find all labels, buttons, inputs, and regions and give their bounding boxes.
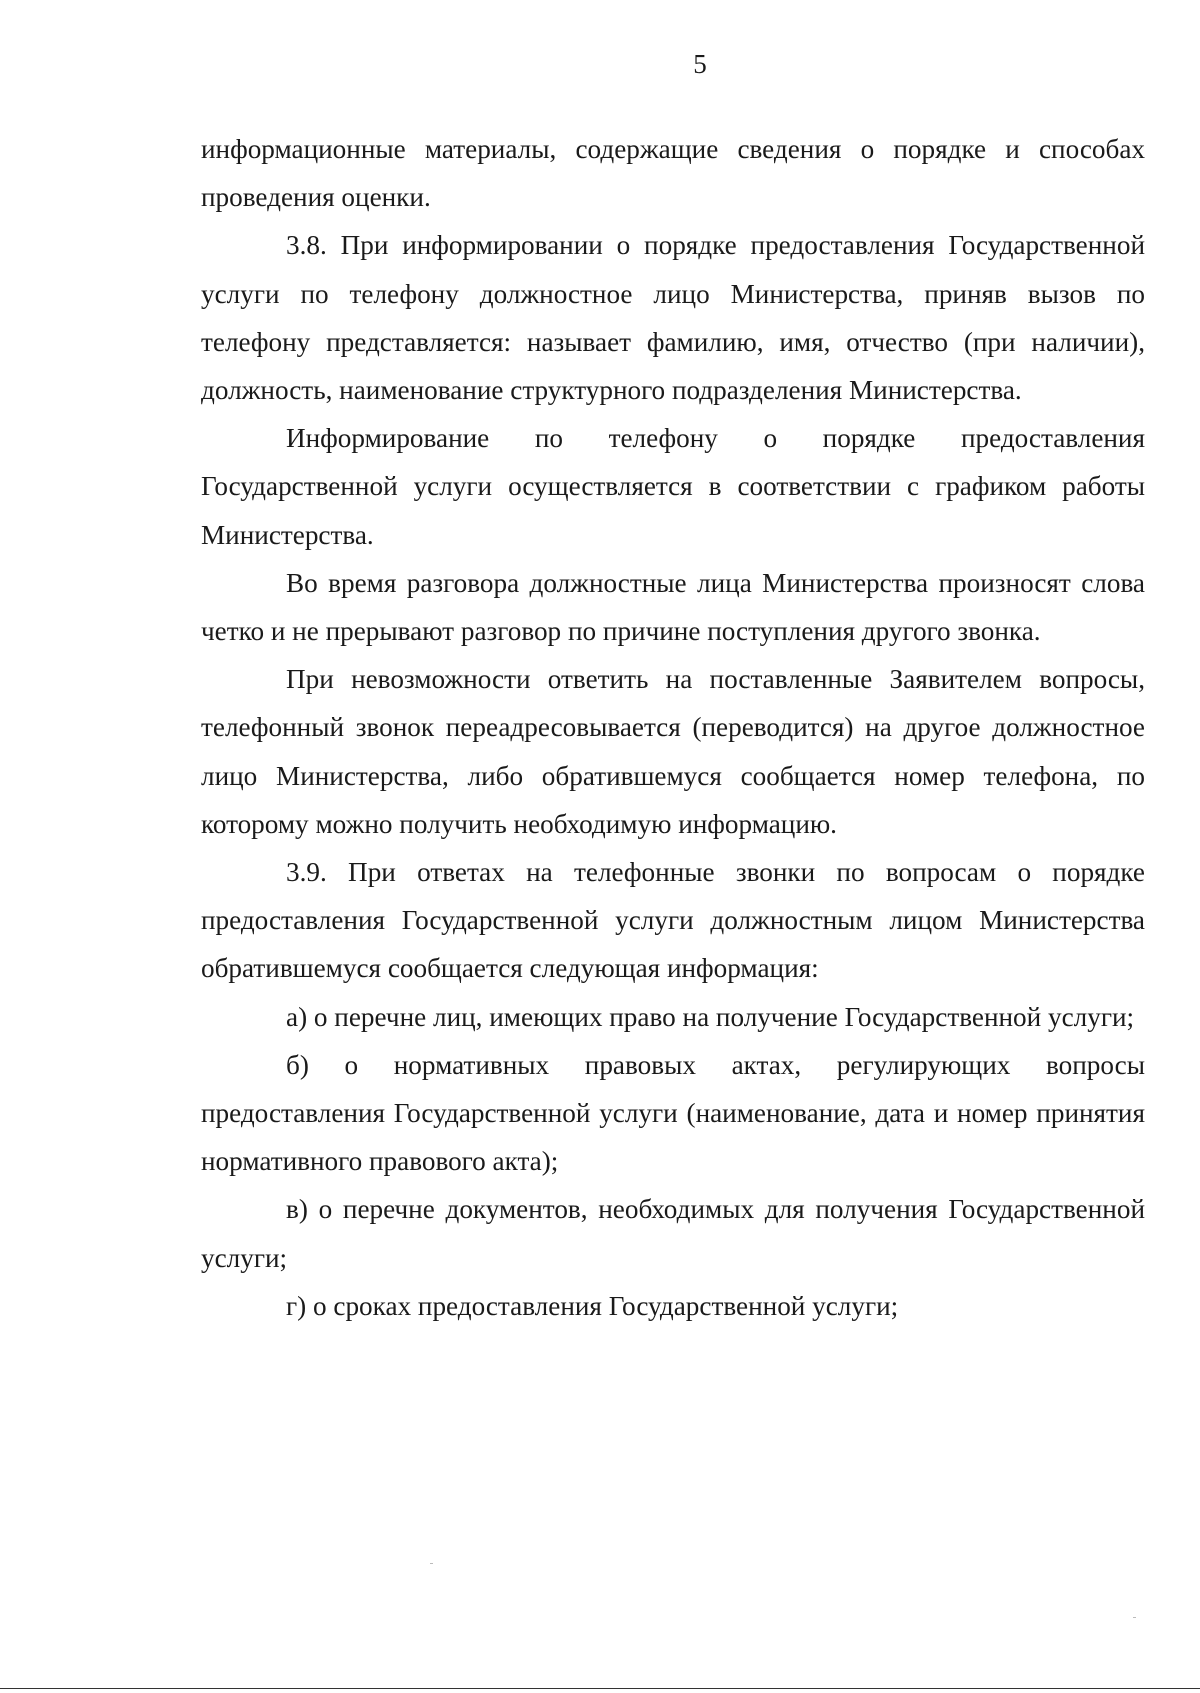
scan-speck [1133,1617,1136,1618]
list-item-v: в) о перечне документов, необходимых для получения Государственной услуги; [201,1194,1145,1273]
page-number: 5 [693,49,707,79]
paragraph-phone-schedule: Информирование по телефону о порядке предоставления Государственной услуги осуществляется в соответствии с графиком работы Министерства. [201,423,1145,550]
document-body [201,125,1145,1330]
paragraph-redirect: При невозможности ответить на поставленные Заявителем вопросы, телефонный звонок переадресовывается (переводится) на другое должностное лицо Министерства, либо обратившемуся сообщается номер телефона, по которому можно получить необходимую информацию. [201,664,1145,839]
scan-edge-line [0,1688,1200,1689]
paragraph-continuation: информационные материалы, содержащие сведения о порядке и способах проведения оценки. [201,134,1145,213]
paragraph-3-9: 3.9. При ответах на телефонные звонки по вопросам о порядке предоставления Государственной услуги должностным лицом Министерства обратившемуся сообщается следующая информация: [201,857,1145,984]
scan-speck [430,1563,433,1564]
paragraph-3-8: 3.8. При информировании о порядке предоставления Государственной услуги по телефону должностное лицо Министерства, приняв вызов по телефону представляется: называет фамилию, имя, отчество (при наличии), должность, наименование структурного подразделения Министерства. [201,230,1145,406]
list-item-a: а) о перечне лиц, имеющих право на получение Государственной услуги; [286,1001,1135,1032]
list-item-b: б) о нормативных правовых актах, регулирующих вопросы предоставления Государственной услуги (наименование, дата и номер принятия нормативного правового акта); [201,1049,1145,1177]
list-item-g: г) о сроках предоставления Государственной услуги; [286,1290,899,1321]
paragraph-conversation: Во время разговора должностные лица Министерства произносят слова четко и не прерывают разговор по причине поступления другого звонка. [201,567,1145,647]
